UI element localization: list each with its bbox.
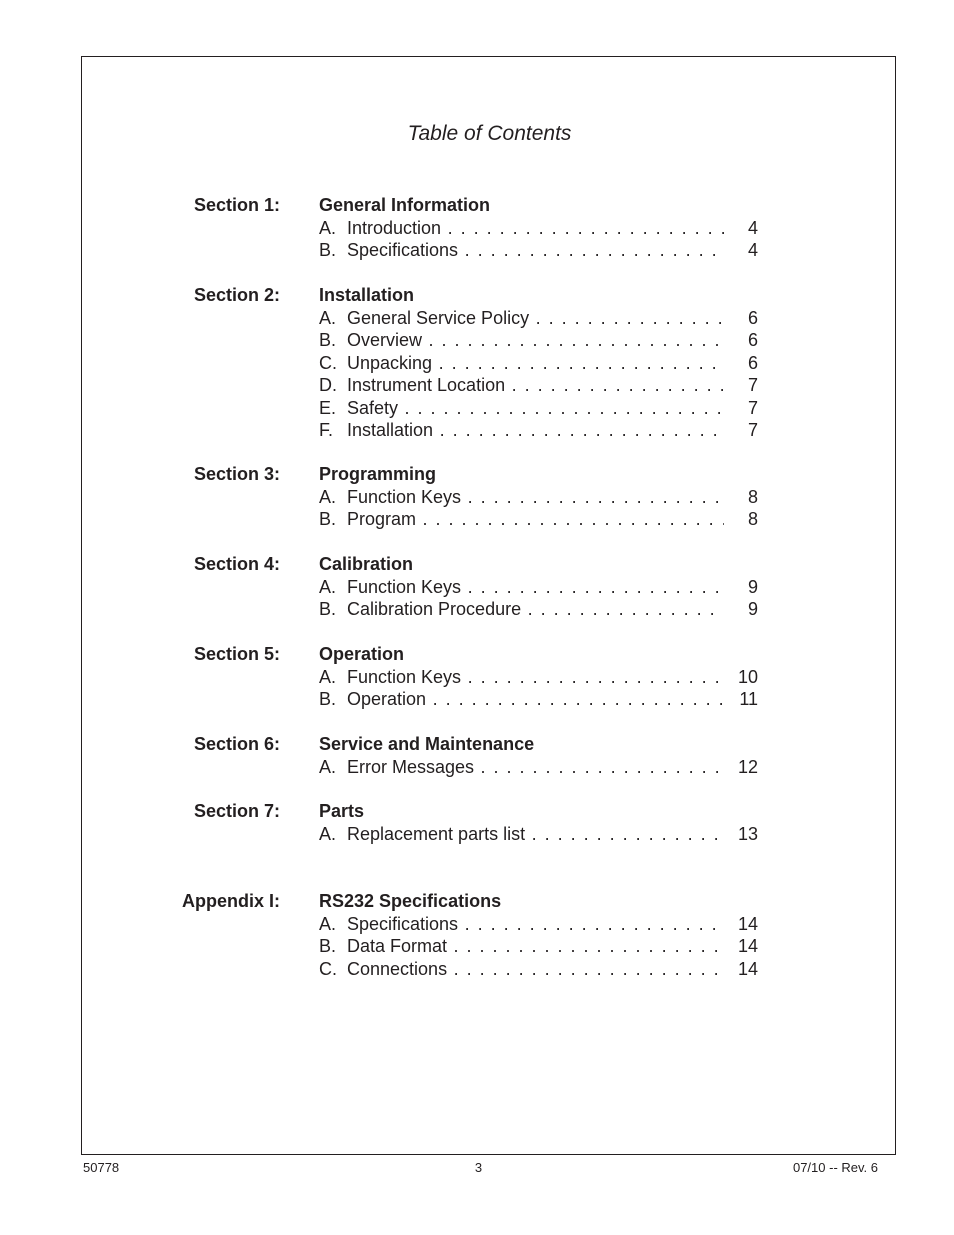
entry-letter: B.: [319, 240, 337, 260]
entry-text: Replacement parts list: [347, 823, 526, 844]
entry-letter: F.: [319, 420, 334, 440]
entry-letter: A.: [319, 217, 337, 238]
section-heading[interactable]: Calibration: [319, 554, 414, 574]
section-heading[interactable]: Installation: [319, 285, 415, 305]
entry-page-number: 11: [739, 689, 758, 709]
entry-letter: A.: [319, 913, 337, 934]
entry-letter: D.: [319, 375, 337, 395]
entry-letter: A.: [319, 666, 337, 687]
entry-text: Operation: [347, 689, 427, 709]
section-label: Section 1:: [193, 195, 280, 215]
toc-entry[interactable]: [319, 419, 758, 442]
entry-page-number: 10: [737, 666, 758, 687]
section-heading[interactable]: Parts: [319, 801, 365, 821]
entry-page-number: 13: [737, 823, 758, 844]
entry-page-number: 14: [737, 958, 758, 979]
entry-letter: B.: [319, 599, 337, 619]
section-heading[interactable]: Programming: [319, 464, 437, 484]
entry-letter: B.: [319, 936, 337, 956]
footer-document-number: 50778: [83, 1160, 120, 1175]
footer-page-number: 3: [474, 1160, 483, 1175]
section-heading[interactable]: General Information: [319, 195, 491, 215]
section-heading[interactable]: RS232 Specifications: [319, 891, 502, 911]
entry-letter: A.: [319, 756, 337, 777]
entry-page-number: 8: [747, 509, 758, 529]
entry-page-number: 12: [737, 756, 758, 777]
entry-letter: B.: [319, 330, 337, 350]
toc-entry[interactable]: [319, 576, 758, 599]
entry-letter: B.: [319, 509, 337, 529]
entry-text: Specifications: [347, 240, 459, 260]
entry-page-number: 6: [747, 352, 758, 373]
toc-entry[interactable]: [319, 397, 758, 420]
toc-entry[interactable]: [319, 486, 758, 509]
entry-page-number: 7: [747, 397, 758, 418]
entry-page-number: 9: [747, 576, 758, 597]
section-label: Section 2:: [193, 285, 280, 305]
entry-text: Unpacking: [347, 352, 433, 373]
toc-entry[interactable]: [319, 508, 758, 531]
entry-page-number: 14: [737, 936, 758, 956]
entry-text: Overview: [347, 330, 423, 350]
entry-text: Introduction: [347, 217, 442, 238]
entry-page-number: 6: [747, 330, 758, 350]
entry-page-number: 14: [737, 913, 758, 934]
section-label: Section 4:: [193, 554, 280, 574]
toc-entry[interactable]: [319, 239, 758, 262]
section-heading[interactable]: Operation: [319, 644, 405, 664]
entry-text: Function Keys: [347, 486, 462, 507]
entry-page-number: 4: [747, 240, 758, 260]
toc-entry[interactable]: [319, 756, 758, 779]
entry-text: Installation: [347, 420, 434, 440]
page-title: Table of Contents: [407, 122, 572, 145]
section-label: Section 5:: [193, 644, 280, 664]
entry-letter: E.: [319, 397, 337, 418]
entry-text: Function Keys: [347, 576, 462, 597]
toc-entry[interactable]: [319, 823, 758, 846]
entry-text: General Service Policy: [347, 307, 530, 328]
toc-entry[interactable]: [319, 307, 758, 330]
section-label: Section 7:: [193, 801, 280, 821]
entry-text: Data Format: [347, 936, 448, 956]
entry-text: Error Messages: [347, 756, 475, 777]
toc-entry[interactable]: [319, 374, 758, 397]
entry-text: Program: [347, 509, 417, 529]
toc-entry[interactable]: [319, 935, 758, 958]
entry-page-number: 7: [747, 375, 758, 395]
toc-entry[interactable]: [319, 598, 758, 621]
entry-letter: A.: [319, 823, 337, 844]
entry-text: Safety: [347, 397, 399, 418]
entry-page-number: 8: [747, 486, 758, 507]
entry-page-number: 4: [747, 217, 758, 238]
entry-text: Connections: [347, 958, 448, 979]
entry-text: Calibration Procedure: [347, 599, 522, 619]
entry-letter: C.: [319, 958, 337, 979]
entry-letter: C.: [319, 352, 337, 373]
entry-page-number: 9: [747, 599, 758, 619]
toc-entry[interactable]: [319, 913, 758, 936]
toc-entry[interactable]: [319, 666, 758, 689]
section-label: Section 3:: [193, 464, 280, 484]
toc-entry[interactable]: [319, 352, 758, 375]
section-label: Appendix I:: [182, 891, 280, 911]
entry-letter: A.: [319, 576, 337, 597]
entry-letter: A.: [319, 307, 337, 328]
entry-letter: A.: [319, 486, 337, 507]
entry-letter: B.: [319, 689, 337, 709]
entry-text: Specifications: [347, 913, 459, 934]
footer-revision: 07/10 -- Rev. 6: [792, 1160, 878, 1175]
toc-entry[interactable]: [319, 958, 758, 981]
entry-text: Instrument Location: [347, 375, 506, 395]
entry-page-number: 7: [747, 420, 758, 440]
toc-entry[interactable]: [319, 217, 758, 240]
section-label: Section 6:: [193, 734, 280, 754]
toc-entry[interactable]: [319, 329, 758, 352]
section-heading[interactable]: Service and Maintenance: [319, 734, 535, 754]
entry-text: Function Keys: [347, 666, 462, 687]
entry-page-number: 6: [747, 307, 758, 328]
toc-entry[interactable]: [319, 688, 758, 711]
